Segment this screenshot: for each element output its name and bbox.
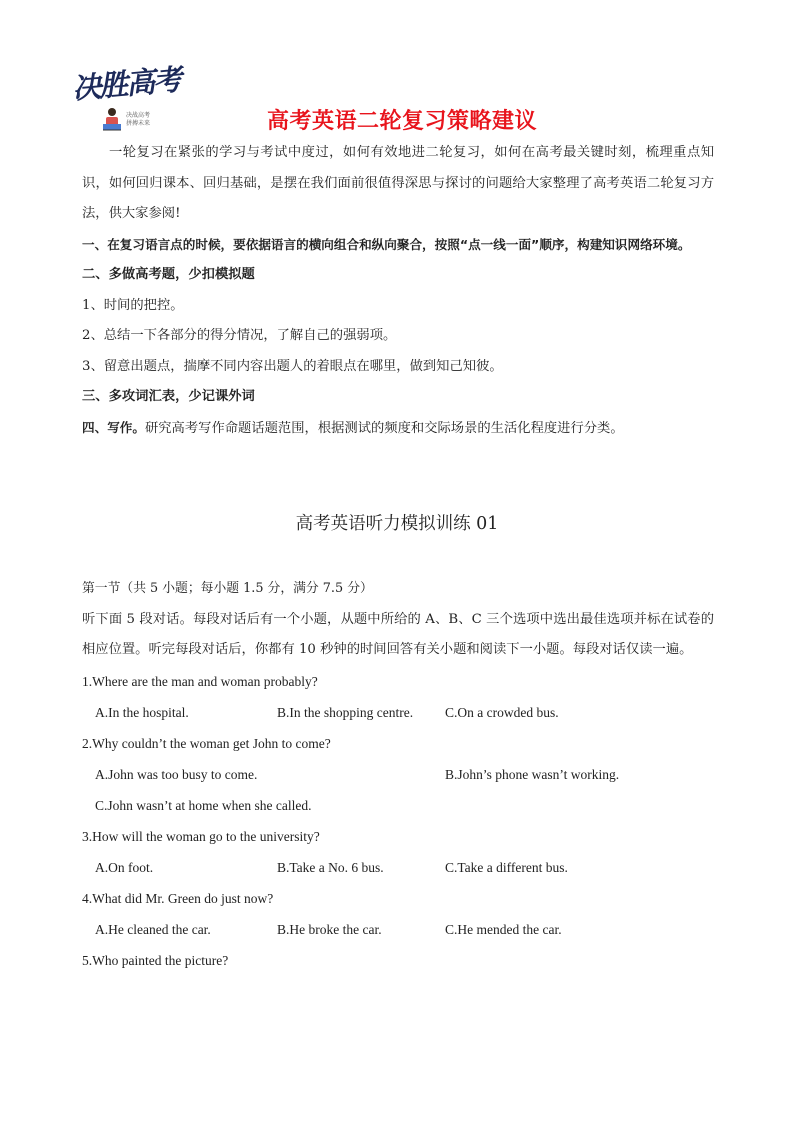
exam-instructions: 听下面 5 段对话。每段对话后有一个小题，从题中所给的 A、B、C 三个选项中选出最佳选项并标在试卷的相应位置。听完每段对话后，你都有 10 秒钟的时间回答有关小题和阅读下一小题。每段对话仅读一遍。: [82, 611, 714, 657]
option-b: B.John’s phone wasn’t working.: [445, 766, 620, 782]
section-2-item: 1、时间的把控。: [82, 297, 184, 313]
question-1-options: [82, 697, 714, 728]
option-a: A.He cleaned the car.: [95, 921, 211, 937]
question-4: 4.What did Mr. Green do just now?: [82, 890, 274, 906]
option-a: A.In the hospital.: [95, 704, 189, 720]
section-4-text: 研究高考写作命题话题范围，根据测试的频度和交际场景的生活化程度进行分类。: [144, 420, 624, 436]
option-c: C.On a crowded bus.: [445, 704, 559, 720]
question-2-options: [82, 759, 714, 790]
question-2-options-row2: [82, 790, 714, 821]
question-5: 5.Who painted the picture?: [82, 952, 229, 968]
section-1-heading: 一、在复习语言点的时候，要依据语言的横向组合和纵向聚合，按照“点一线一面”顺序，构建知识网络环境。: [82, 236, 691, 252]
logo-slogan: 决战高考 拼搏未来: [126, 112, 151, 127]
logo-text: 决胜高考: [70, 62, 182, 106]
strategy-section: [82, 138, 714, 444]
question-2: 2.Why couldn’t the woman get John to come?: [82, 735, 331, 751]
question-1: 1.Where are the man and woman probably?: [82, 673, 318, 689]
section-4: [82, 413, 714, 445]
question-4-options: [82, 914, 714, 945]
option-b: B.He broke the car.: [277, 921, 382, 937]
section-4-heading: 四、写作。: [82, 419, 145, 435]
question-3: 3.How will the woman go to the university?: [82, 828, 320, 844]
option-b: B.Take a No. 6 bus.: [277, 859, 384, 875]
option-c: C.John wasn’t at home when she called.: [95, 797, 312, 813]
exam-section: [82, 574, 714, 976]
section-2-item: 2、总结一下各部分的得分情况，了解自己的强弱项。: [82, 328, 397, 343]
question-3-options: [82, 852, 714, 883]
intro-paragraph: 一轮复习在紧张的学习与考试中度过，如何有效地进二轮复习，如何在高考最关键时刻，梳理重点知识，如何回归课本、回归基础，是摆在我们面前很值得深思与探讨的问题给大家整理了高考英语二轮复习方法，供大家参阅!: [82, 145, 714, 221]
option-a: A.On foot.: [95, 859, 154, 875]
exam-title: 高考英语听力模拟训练 01: [295, 514, 499, 534]
section-3-heading: 三、多攻词汇表，少记课外词: [82, 389, 255, 404]
section-2-heading: 二、多做高考题，少扣模拟题: [82, 267, 255, 282]
option-b: B.In the shopping centre.: [277, 704, 414, 720]
exam-part-heading: 第一节（共 5 小题；每小题 1.5 分，满分 7.5 分）: [82, 581, 373, 596]
section-2-item: 3、留意出题点，揣摩不同内容出题人的着眼点在哪里，做到知己知彼。: [82, 358, 503, 374]
option-c: C.Take a different bus.: [445, 859, 568, 875]
option-c: C.He mended the car.: [445, 921, 562, 937]
document-title: 高考英语二轮复习策略建议: [266, 109, 537, 134]
option-a: A.John was too busy to come.: [95, 766, 258, 782]
